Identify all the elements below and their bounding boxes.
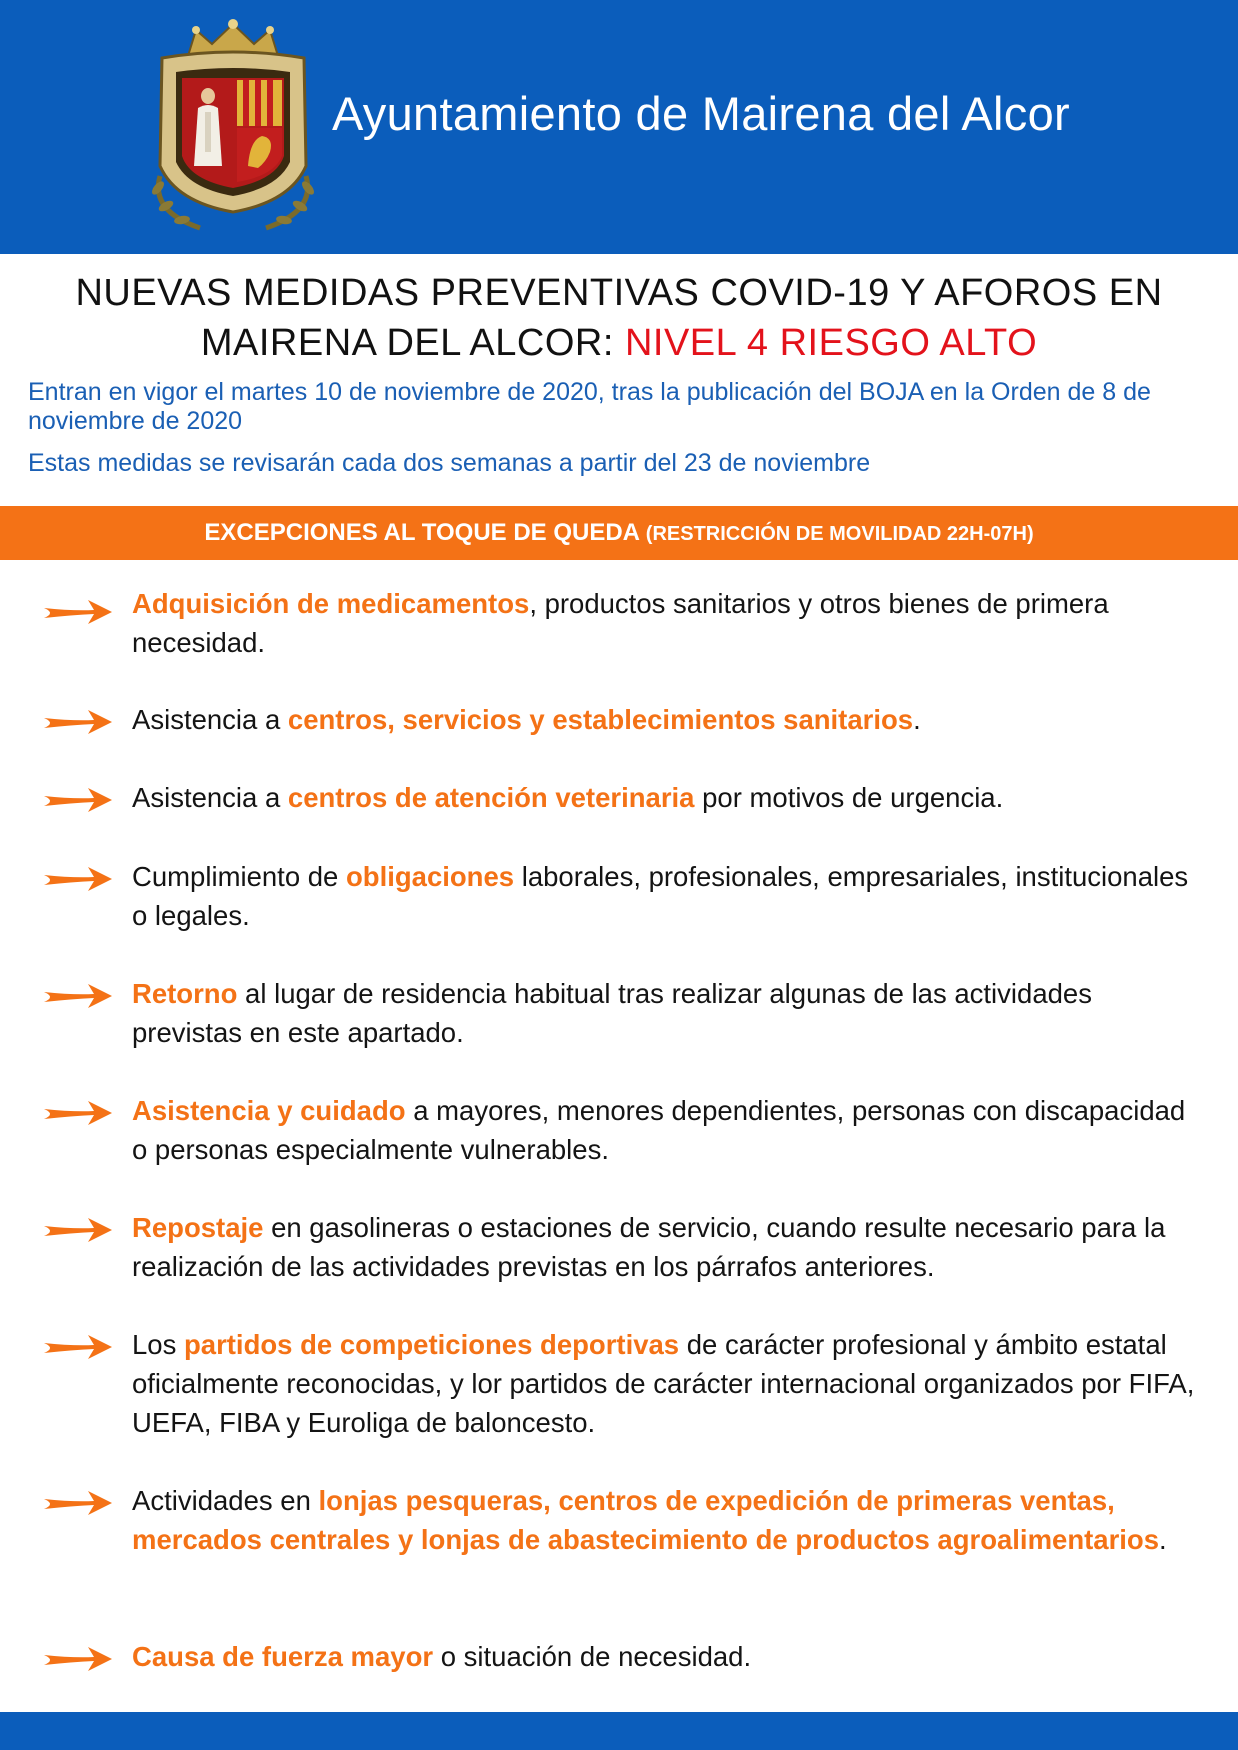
list-item-text xyxy=(132,700,1202,739)
list-item-text xyxy=(132,1325,1202,1442)
arrow-right-icon xyxy=(42,982,114,1010)
item-highlight: obligaciones xyxy=(345,861,515,892)
org-name: Ayuntamiento de Mairena del Alcor xyxy=(332,87,1070,140)
item-after: al lugar de residencia habitual tras realizar algunas de las actividades previstas en este apartado. xyxy=(132,978,1092,1048)
item-after: . xyxy=(1159,1524,1167,1555)
title-line-2-prefix: MAIRENA DEL ALCOR: xyxy=(200,322,625,364)
review-note: Estas medidas se revisarán cada dos semanas a partir del 23 de noviembre xyxy=(28,449,871,477)
list-item-text xyxy=(132,584,1202,662)
item-after: de carácter profesional y ámbito estatal oficialmente reconocidas, y lor partidos de carácter internacional organizados por FIFA, UEFA, FIBA y Euroliga de baloncesto. xyxy=(132,1329,1195,1438)
item-before: Asistencia a xyxy=(132,782,288,813)
arrow-right-icon xyxy=(42,1333,114,1361)
item-highlight: partidos de competiciones deportivas xyxy=(183,1329,680,1360)
item-before: Los xyxy=(132,1329,184,1360)
title-line-1: NUEVAS MEDIDAS PREVENTIVAS COVID-19 Y AFOROS EN xyxy=(75,272,1163,314)
item-highlight: centros de atención veterinaria xyxy=(287,782,695,813)
list-item-text xyxy=(132,1481,1202,1559)
list-item-text xyxy=(132,778,1202,817)
item-after: . xyxy=(913,704,921,735)
list-item-text xyxy=(132,974,1202,1052)
item-before: Cumplimiento de xyxy=(132,861,346,892)
list-item-text xyxy=(132,1637,1202,1676)
item-after: en gasolineras o estaciones de servicio, cuando resulte necesario para la realización de las actividades previstas en los párrafos anteriores. xyxy=(132,1212,1166,1282)
arrow-right-icon xyxy=(42,1645,114,1673)
item-before: Asistencia a xyxy=(132,704,288,735)
footer-bar xyxy=(0,1712,1238,1750)
item-after: o situación de necesidad. xyxy=(433,1641,752,1672)
header-bar xyxy=(0,0,1238,254)
item-after: , productos sanitarios y otros bienes de primera necesidad. xyxy=(132,588,1109,658)
coat-of-arms-icon xyxy=(140,16,326,234)
list-item-text xyxy=(132,1091,1202,1169)
item-highlight: Asistencia y cuidado xyxy=(132,1095,406,1126)
risk-level-alert: NIVEL 4 RIESGO ALTO xyxy=(624,322,1038,364)
arrow-right-icon xyxy=(42,1216,114,1244)
item-highlight: Retorno xyxy=(132,978,238,1009)
item-after: por motivos de urgencia. xyxy=(694,782,1004,813)
item-highlight: Causa de fuerza mayor xyxy=(132,1641,434,1672)
item-before: Actividades en xyxy=(132,1485,319,1516)
curfew-exceptions-banner xyxy=(0,506,1238,560)
banner-label: EXCEPCIONES AL TOQUE DE QUEDA xyxy=(204,519,640,546)
arrow-right-icon xyxy=(42,708,114,736)
list-item-text xyxy=(132,857,1202,935)
arrow-right-icon xyxy=(42,1099,114,1127)
page-title xyxy=(0,268,1238,368)
list-item-text xyxy=(132,1208,1202,1286)
arrow-right-icon xyxy=(42,786,114,814)
item-highlight: Repostaje xyxy=(132,1212,264,1243)
item-after: a mayores, menores dependientes, personas con discapacidad o personas especialmente vulnerables. xyxy=(132,1095,1186,1165)
item-highlight: Adquisición de medicamentos xyxy=(132,588,530,619)
arrow-right-icon xyxy=(42,865,114,893)
item-after: laborales, profesionales, empresariales, institucionales o legales. xyxy=(132,861,1189,931)
item-highlight: lonjas pesqueras, centros de expedición de primeras ventas, mercados centrales y lonjas de abastecimiento de productos agroalimentarios xyxy=(132,1485,1160,1555)
item-highlight: centros, servicios y establecimientos sanitarios xyxy=(287,704,914,735)
arrow-right-icon xyxy=(42,598,114,626)
banner-note: (RESTRICCIÓN DE MOVILIDAD 22H-07H) xyxy=(645,523,1034,545)
arrow-right-icon xyxy=(42,1489,114,1517)
effective-date-note: Entran en vigor el martes 10 de noviembre de 2020, tras la publicación del BOJA en la Orden de 8 de noviembre de 2020 xyxy=(28,378,1151,435)
title-line-2 xyxy=(0,318,1238,368)
